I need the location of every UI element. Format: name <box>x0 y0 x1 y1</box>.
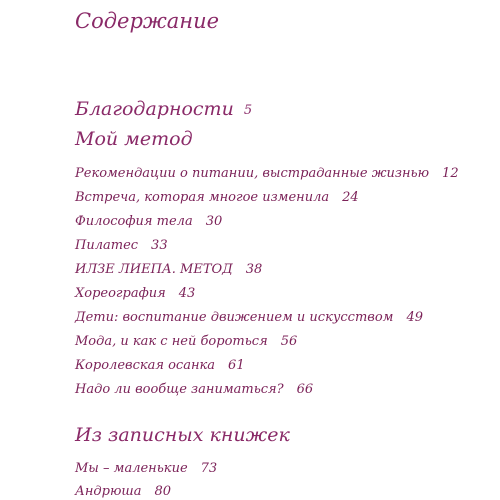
section-label: Благодарности <box>75 98 234 120</box>
toc-entry[interactable] <box>75 238 168 253</box>
entry-page-number: 73 <box>200 461 218 476</box>
entry-label: Надо ли вообще заниматься? <box>75 382 284 397</box>
toc-entry[interactable] <box>75 310 423 325</box>
toc-entry[interactable] <box>75 166 459 181</box>
entry-page-number: 33 <box>151 238 168 253</box>
toc-entry[interactable] <box>75 382 313 397</box>
toc-entry[interactable] <box>75 286 195 301</box>
toc-entry[interactable] <box>75 190 359 205</box>
page-title: Содержание <box>75 9 220 33</box>
entry-page-number: 49 <box>406 310 423 325</box>
entry-page-number: 43 <box>178 286 196 301</box>
entry-label: Королевская осанка <box>75 358 216 373</box>
entry-page-number: 24 <box>342 190 359 205</box>
toc-entry[interactable] <box>75 334 297 349</box>
entry-label: Мы – маленькие <box>75 461 188 476</box>
toc-section-my-method[interactable] <box>75 128 193 150</box>
entry-page-number: 80 <box>154 484 172 499</box>
entry-page-number: 61 <box>228 358 245 373</box>
entry-label: Встреча, которая многое изменила <box>75 190 330 205</box>
entry-page-number: 66 <box>296 382 314 397</box>
toc-section-notebooks[interactable] <box>75 424 290 446</box>
entry-page-number: 56 <box>280 334 298 349</box>
toc-entry[interactable] <box>75 358 245 373</box>
toc-entry[interactable] <box>75 214 222 229</box>
entry-label: Рекомендации о питании, выстраданные жизнью <box>75 166 430 181</box>
toc-entry[interactable] <box>75 262 262 277</box>
entry-label: Пилатес <box>75 238 139 253</box>
toc-entry[interactable] <box>75 461 217 476</box>
entry-label: Хореография <box>75 286 166 301</box>
section-page-number: 5 <box>243 103 253 118</box>
entry-label: Мода, и как с ней бороться <box>75 334 268 349</box>
entry-label: ИЛЗЕ ЛИЕПА. МЕТОД <box>75 262 233 277</box>
section-label: Из записных книжек <box>75 424 290 446</box>
section-label: Мой метод <box>75 128 193 150</box>
entry-page-number: 12 <box>442 166 459 181</box>
entry-label: Философия тела <box>75 214 193 229</box>
entry-label: Дети: воспитание движением и искусством <box>75 310 394 325</box>
entry-page-number: 38 <box>245 262 263 277</box>
toc-section-acknowledgements[interactable] <box>75 98 252 120</box>
toc-entry[interactable] <box>75 484 171 499</box>
entry-label: Андрюша <box>75 484 142 499</box>
entry-page-number: 30 <box>205 214 223 229</box>
